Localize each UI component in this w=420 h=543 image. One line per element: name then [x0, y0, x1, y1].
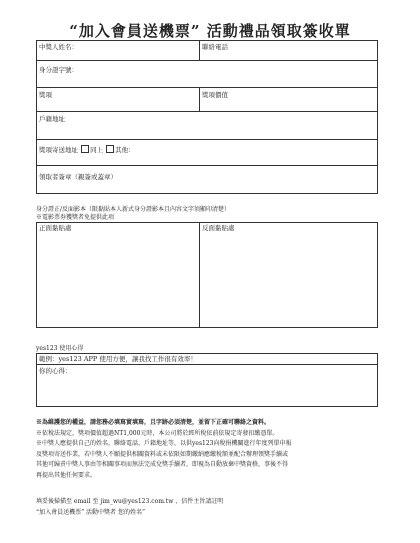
- contact-phone-field[interactable]: 聯絡電話: [202, 43, 228, 51]
- form-col-divider: [199, 87, 200, 111]
- receiver-signature-field[interactable]: 領取者簽章（親簽或蓋章）: [39, 173, 117, 181]
- feedback-input-field[interactable]: 你的心得：: [39, 367, 72, 375]
- winner-name-field[interactable]: 中獎人姓名：: [39, 43, 78, 51]
- notes-line: ※依稅法規定，獎項價值超過NT1,000元時，本公司將於經所稅依前依規定寄發扣繳憑單。: [36, 429, 279, 437]
- household-address-field[interactable]: 戶籍地址: [39, 115, 65, 123]
- notes-line: ※中獎人應提供自己的姓名、聯絡電話、戶籍地址等，以供yes123向稅捐機關進行年度列單申報: [36, 440, 292, 447]
- notes-line: 其他可歸責中獎人事由等相關事項而無法完成兌獎手續者，即視為自動放棄中獎資格，事後不得: [36, 461, 289, 468]
- id-copy-instruction: 身分證正/反面影本（限黏貼本人新式身分證影本且內容文字須顯印清楚）: [36, 206, 231, 213]
- prize-field[interactable]: 獎項: [39, 91, 52, 99]
- id-copy-area: [36, 222, 378, 328]
- notes-line: ※為維護您的權益，請您務必填寫實填寫，且字跡必須清楚，並留下正確可聯絡之資料。: [36, 419, 271, 426]
- form-col-divider: [199, 40, 200, 60]
- form-row-divider: [36, 111, 378, 112]
- id-copy-note: ※電影票券獲獎者免提供此項: [36, 214, 115, 221]
- page-title: “加入會員送機票” 活動禮品領取簽收單: [69, 22, 351, 40]
- same-as-above-label: 同上: [90, 146, 104, 154]
- id-back-paste-area[interactable]: 反面黏貼處: [202, 224, 235, 232]
- feedback-example: 範例：yes123 APP 使用方便，讓我找工作很有效率！: [39, 355, 197, 363]
- id-copy-divider: [199, 222, 200, 328]
- notes-line: 及獎項寄送作業，若中獎人不願提供相關資料或未依限如期繳納應繳稅額並配合辦理領獎手續或: [36, 450, 289, 458]
- form-row-divider: [36, 87, 378, 88]
- contact-section: [36, 497, 386, 518]
- form-row-divider: [36, 139, 378, 140]
- id-number-field[interactable]: 身分證字號：: [39, 66, 78, 74]
- mail-address-field[interactable]: [39, 145, 135, 154]
- form-row-divider: [36, 60, 378, 61]
- other-label: 其他：: [115, 146, 135, 154]
- notes-line: 再提出其他任何要求。: [36, 471, 97, 479]
- feedback-heading: yes123 使用心得: [36, 345, 84, 352]
- prize-value-field[interactable]: 獎項價值: [202, 91, 228, 99]
- notes-section: [36, 418, 386, 481]
- same-as-above-checkbox[interactable]: [81, 145, 89, 153]
- id-front-paste-area[interactable]: 正面黏貼處: [39, 224, 72, 232]
- form-row-divider: [36, 165, 378, 166]
- other-checkbox[interactable]: [106, 145, 114, 153]
- receipt-form: [36, 40, 378, 194]
- feedback-divider: [36, 364, 378, 365]
- contact-email-line: 填妥後掃描至 email 至 jim_wu@yes123.com.tw ，信件主旨請註明: [36, 498, 224, 505]
- contact-subject-line: “加入會員送機票” 活動中獎者 您的姓名”: [36, 508, 146, 516]
- mail-address-label: 獎項寄送地址: [39, 146, 78, 154]
